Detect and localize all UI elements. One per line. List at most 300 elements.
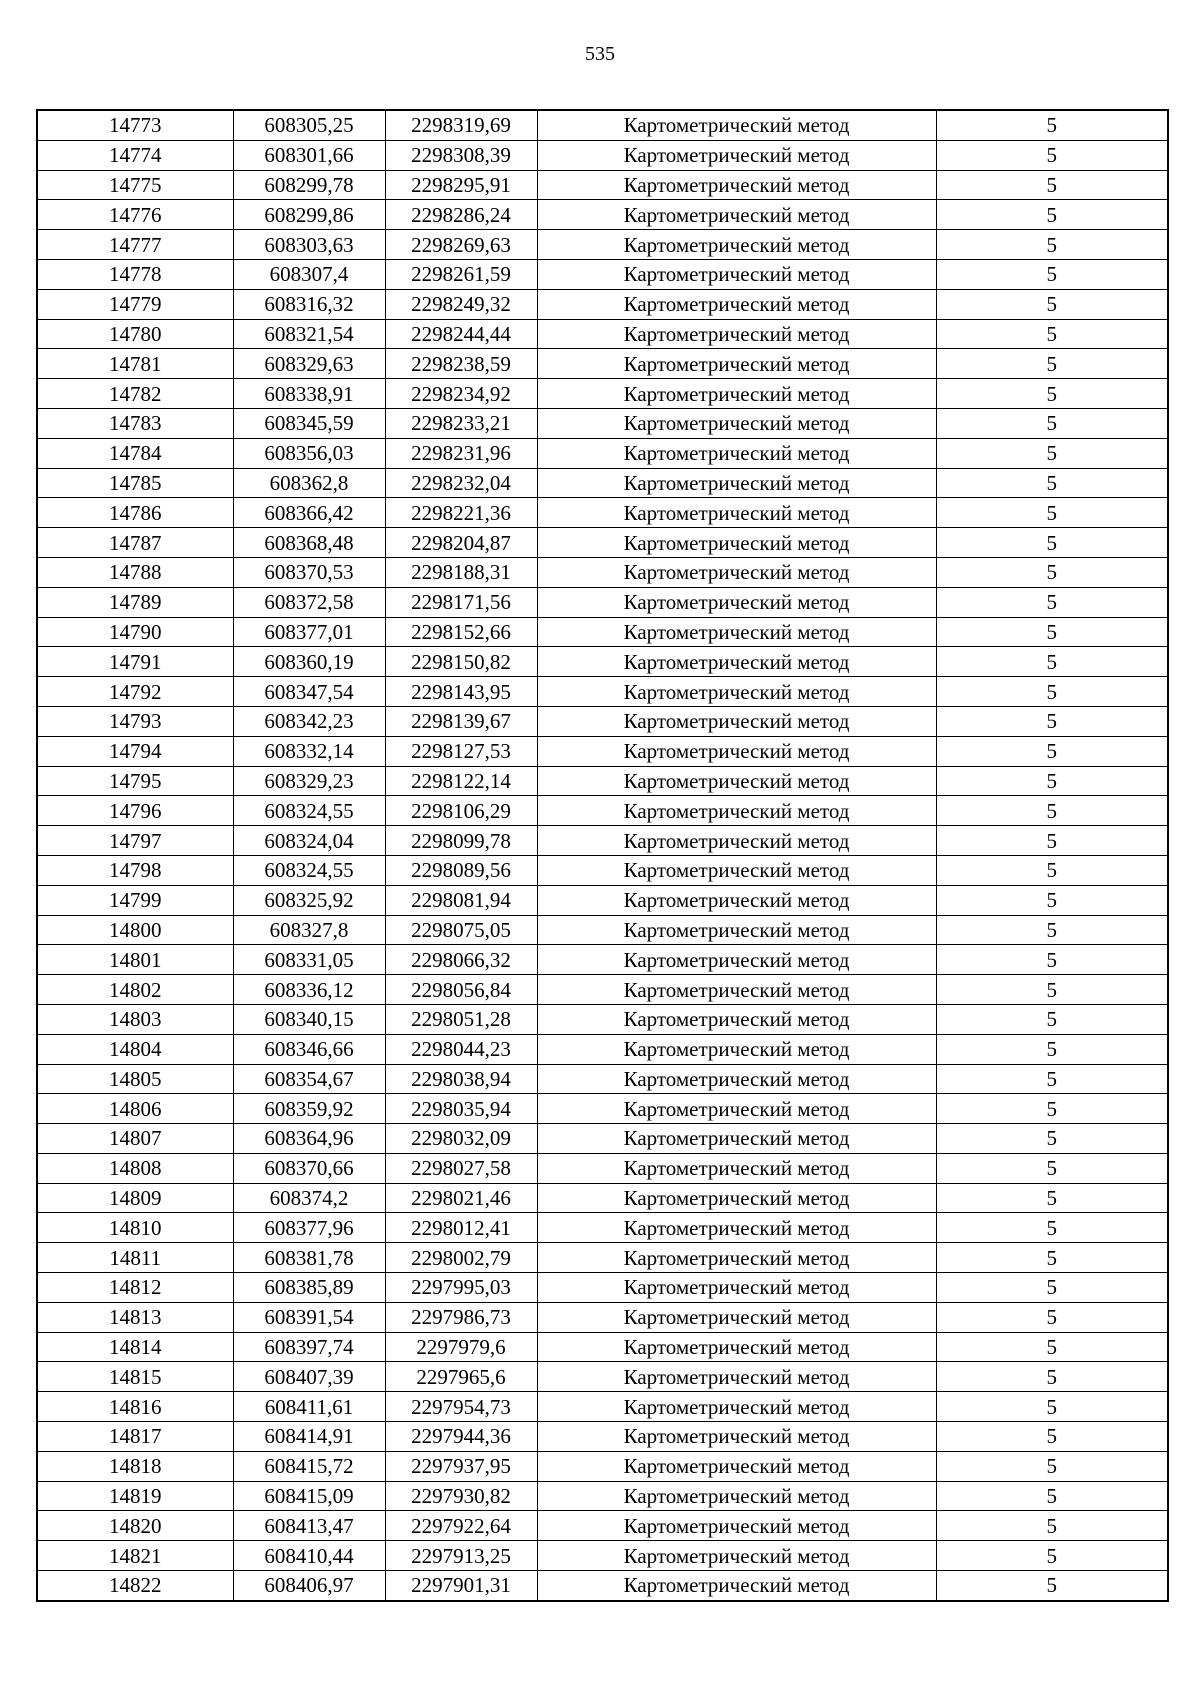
point-number-cell: 14809 bbox=[37, 1183, 233, 1213]
y-coordinate-cell: 2298295,91 bbox=[385, 170, 537, 200]
accuracy-cell: 5 bbox=[936, 408, 1168, 438]
table-row bbox=[37, 1094, 1168, 1124]
point-number-cell: 14778 bbox=[37, 259, 233, 289]
x-coordinate-cell: 608407,39 bbox=[233, 1362, 385, 1392]
method-cell: Картометрический метод bbox=[537, 1183, 936, 1213]
x-coordinate-cell: 608411,61 bbox=[233, 1392, 385, 1422]
x-coordinate-cell: 608347,54 bbox=[233, 677, 385, 707]
accuracy-cell: 5 bbox=[936, 945, 1168, 975]
accuracy-cell: 5 bbox=[936, 766, 1168, 796]
method-cell: Картометрический метод bbox=[537, 975, 936, 1005]
accuracy-cell: 5 bbox=[936, 1213, 1168, 1243]
table-row bbox=[37, 230, 1168, 260]
accuracy-cell: 5 bbox=[936, 200, 1168, 230]
table-row bbox=[37, 766, 1168, 796]
x-coordinate-cell: 608336,12 bbox=[233, 975, 385, 1005]
table-row bbox=[37, 706, 1168, 736]
table-row bbox=[37, 319, 1168, 349]
point-number-cell: 14815 bbox=[37, 1362, 233, 1392]
method-cell: Картометрический метод bbox=[537, 1064, 936, 1094]
accuracy-cell: 5 bbox=[936, 915, 1168, 945]
x-coordinate-cell: 608366,42 bbox=[233, 498, 385, 528]
y-coordinate-cell: 2298269,63 bbox=[385, 230, 537, 260]
point-number-cell: 14798 bbox=[37, 855, 233, 885]
x-coordinate-cell: 608385,89 bbox=[233, 1273, 385, 1303]
accuracy-cell: 5 bbox=[936, 230, 1168, 260]
y-coordinate-cell: 2297965,6 bbox=[385, 1362, 537, 1392]
page-number: 535 bbox=[585, 43, 615, 65]
table-row bbox=[37, 1153, 1168, 1183]
accuracy-cell: 5 bbox=[936, 647, 1168, 677]
accuracy-cell: 5 bbox=[936, 885, 1168, 915]
y-coordinate-cell: 2298027,58 bbox=[385, 1153, 537, 1183]
table-row bbox=[37, 1124, 1168, 1154]
y-coordinate-cell: 2298066,32 bbox=[385, 945, 537, 975]
table-row bbox=[37, 1422, 1168, 1452]
point-number-cell: 14808 bbox=[37, 1153, 233, 1183]
y-coordinate-cell: 2298171,56 bbox=[385, 587, 537, 617]
table-row bbox=[37, 826, 1168, 856]
point-number-cell: 14789 bbox=[37, 587, 233, 617]
y-coordinate-cell: 2298204,87 bbox=[385, 528, 537, 558]
x-coordinate-cell: 608327,8 bbox=[233, 915, 385, 945]
x-coordinate-cell: 608305,25 bbox=[233, 110, 385, 140]
accuracy-cell: 5 bbox=[936, 110, 1168, 140]
y-coordinate-cell: 2298188,31 bbox=[385, 557, 537, 587]
y-coordinate-cell: 2298238,59 bbox=[385, 349, 537, 379]
y-coordinate-cell: 2298044,23 bbox=[385, 1034, 537, 1064]
accuracy-cell: 5 bbox=[936, 1243, 1168, 1273]
x-coordinate-cell: 608324,04 bbox=[233, 826, 385, 856]
point-number-cell: 14791 bbox=[37, 647, 233, 677]
x-coordinate-cell: 608377,96 bbox=[233, 1213, 385, 1243]
point-number-cell: 14804 bbox=[37, 1034, 233, 1064]
method-cell: Картометрический метод bbox=[537, 915, 936, 945]
x-coordinate-cell: 608329,63 bbox=[233, 349, 385, 379]
point-number-cell: 14820 bbox=[37, 1511, 233, 1541]
accuracy-cell: 5 bbox=[936, 1362, 1168, 1392]
method-cell: Картометрический метод bbox=[537, 468, 936, 498]
x-coordinate-cell: 608413,47 bbox=[233, 1511, 385, 1541]
y-coordinate-cell: 2298261,59 bbox=[385, 259, 537, 289]
point-number-cell: 14794 bbox=[37, 736, 233, 766]
point-number-cell: 14788 bbox=[37, 557, 233, 587]
accuracy-cell: 5 bbox=[936, 1541, 1168, 1571]
table-row bbox=[37, 528, 1168, 558]
table-row bbox=[37, 1183, 1168, 1213]
y-coordinate-cell: 2298002,79 bbox=[385, 1243, 537, 1273]
method-cell: Картометрический метод bbox=[537, 408, 936, 438]
accuracy-cell: 5 bbox=[936, 706, 1168, 736]
table-row bbox=[37, 200, 1168, 230]
y-coordinate-cell: 2298089,56 bbox=[385, 855, 537, 885]
y-coordinate-cell: 2297986,73 bbox=[385, 1302, 537, 1332]
y-coordinate-cell: 2297913,25 bbox=[385, 1541, 537, 1571]
y-coordinate-cell: 2297937,95 bbox=[385, 1451, 537, 1481]
y-coordinate-cell: 2298249,32 bbox=[385, 289, 537, 319]
accuracy-cell: 5 bbox=[936, 349, 1168, 379]
point-number-cell: 14784 bbox=[37, 438, 233, 468]
method-cell: Картометрический метод bbox=[537, 140, 936, 170]
accuracy-cell: 5 bbox=[936, 826, 1168, 856]
method-cell: Картометрический метод bbox=[537, 1481, 936, 1511]
point-number-cell: 14810 bbox=[37, 1213, 233, 1243]
point-number-cell: 14779 bbox=[37, 289, 233, 319]
y-coordinate-cell: 2298150,82 bbox=[385, 647, 537, 677]
y-coordinate-cell: 2297954,73 bbox=[385, 1392, 537, 1422]
accuracy-cell: 5 bbox=[936, 140, 1168, 170]
method-cell: Картометрический метод bbox=[537, 230, 936, 260]
x-coordinate-cell: 608342,23 bbox=[233, 706, 385, 736]
method-cell: Картометрический метод bbox=[537, 557, 936, 587]
accuracy-cell: 5 bbox=[936, 1481, 1168, 1511]
method-cell: Картометрический метод bbox=[537, 498, 936, 528]
point-number-cell: 14807 bbox=[37, 1124, 233, 1154]
table-row bbox=[37, 587, 1168, 617]
table-row bbox=[37, 1273, 1168, 1303]
x-coordinate-cell: 608362,8 bbox=[233, 468, 385, 498]
accuracy-cell: 5 bbox=[936, 617, 1168, 647]
x-coordinate-cell: 608316,32 bbox=[233, 289, 385, 319]
x-coordinate-cell: 608360,19 bbox=[233, 647, 385, 677]
y-coordinate-cell: 2298221,36 bbox=[385, 498, 537, 528]
table-row bbox=[37, 647, 1168, 677]
method-cell: Картометрический метод bbox=[537, 1571, 936, 1601]
x-coordinate-cell: 608329,23 bbox=[233, 766, 385, 796]
y-coordinate-cell: 2298232,04 bbox=[385, 468, 537, 498]
coordinates-table bbox=[36, 109, 1169, 1602]
method-cell: Картометрический метод bbox=[537, 1213, 936, 1243]
x-coordinate-cell: 608381,78 bbox=[233, 1243, 385, 1273]
table-row bbox=[37, 617, 1168, 647]
method-cell: Картометрический метод bbox=[537, 855, 936, 885]
table-row bbox=[37, 915, 1168, 945]
accuracy-cell: 5 bbox=[936, 1302, 1168, 1332]
x-coordinate-cell: 608372,58 bbox=[233, 587, 385, 617]
x-coordinate-cell: 608325,92 bbox=[233, 885, 385, 915]
table-body bbox=[37, 110, 1168, 1601]
table-row bbox=[37, 1302, 1168, 1332]
accuracy-cell: 5 bbox=[936, 1064, 1168, 1094]
accuracy-cell: 5 bbox=[936, 1183, 1168, 1213]
method-cell: Картометрический метод bbox=[537, 617, 936, 647]
method-cell: Картометрический метод bbox=[537, 438, 936, 468]
point-number-cell: 14782 bbox=[37, 379, 233, 409]
y-coordinate-cell: 2298233,21 bbox=[385, 408, 537, 438]
point-number-cell: 14796 bbox=[37, 796, 233, 826]
x-coordinate-cell: 608303,63 bbox=[233, 230, 385, 260]
x-coordinate-cell: 608374,2 bbox=[233, 1183, 385, 1213]
point-number-cell: 14783 bbox=[37, 408, 233, 438]
method-cell: Картометрический метод bbox=[537, 1302, 936, 1332]
accuracy-cell: 5 bbox=[936, 498, 1168, 528]
accuracy-cell: 5 bbox=[936, 1511, 1168, 1541]
y-coordinate-cell: 2298122,14 bbox=[385, 766, 537, 796]
point-number-cell: 14773 bbox=[37, 110, 233, 140]
method-cell: Картометрический метод bbox=[537, 945, 936, 975]
method-cell: Картометрический метод bbox=[537, 319, 936, 349]
accuracy-cell: 5 bbox=[936, 587, 1168, 617]
table-row bbox=[37, 557, 1168, 587]
table-row bbox=[37, 498, 1168, 528]
table-row bbox=[37, 975, 1168, 1005]
table-row bbox=[37, 1034, 1168, 1064]
table-row bbox=[37, 1243, 1168, 1273]
x-coordinate-cell: 608307,4 bbox=[233, 259, 385, 289]
y-coordinate-cell: 2298106,29 bbox=[385, 796, 537, 826]
x-coordinate-cell: 608370,66 bbox=[233, 1153, 385, 1183]
table-row bbox=[37, 140, 1168, 170]
accuracy-cell: 5 bbox=[936, 1332, 1168, 1362]
point-number-cell: 14800 bbox=[37, 915, 233, 945]
accuracy-cell: 5 bbox=[936, 1034, 1168, 1064]
point-number-cell: 14780 bbox=[37, 319, 233, 349]
y-coordinate-cell: 2297930,82 bbox=[385, 1481, 537, 1511]
point-number-cell: 14811 bbox=[37, 1243, 233, 1273]
point-number-cell: 14781 bbox=[37, 349, 233, 379]
table-row bbox=[37, 1451, 1168, 1481]
x-coordinate-cell: 608338,91 bbox=[233, 379, 385, 409]
accuracy-cell: 5 bbox=[936, 1124, 1168, 1154]
y-coordinate-cell: 2298286,24 bbox=[385, 200, 537, 230]
y-coordinate-cell: 2298143,95 bbox=[385, 677, 537, 707]
point-number-cell: 14792 bbox=[37, 677, 233, 707]
point-number-cell: 14774 bbox=[37, 140, 233, 170]
accuracy-cell: 5 bbox=[936, 1153, 1168, 1183]
method-cell: Картометрический метод bbox=[537, 677, 936, 707]
y-coordinate-cell: 2298152,66 bbox=[385, 617, 537, 647]
point-number-cell: 14821 bbox=[37, 1541, 233, 1571]
accuracy-cell: 5 bbox=[936, 1094, 1168, 1124]
method-cell: Картометрический метод bbox=[537, 826, 936, 856]
method-cell: Картометрический метод bbox=[537, 587, 936, 617]
point-number-cell: 14785 bbox=[37, 468, 233, 498]
accuracy-cell: 5 bbox=[936, 736, 1168, 766]
point-number-cell: 14817 bbox=[37, 1422, 233, 1452]
y-coordinate-cell: 2298056,84 bbox=[385, 975, 537, 1005]
method-cell: Картометрический метод bbox=[537, 528, 936, 558]
accuracy-cell: 5 bbox=[936, 1422, 1168, 1452]
point-number-cell: 14787 bbox=[37, 528, 233, 558]
accuracy-cell: 5 bbox=[936, 528, 1168, 558]
x-coordinate-cell: 608415,09 bbox=[233, 1481, 385, 1511]
x-coordinate-cell: 608301,66 bbox=[233, 140, 385, 170]
method-cell: Картометрический метод bbox=[537, 379, 936, 409]
method-cell: Картометрический метод bbox=[537, 1124, 936, 1154]
x-coordinate-cell: 608377,01 bbox=[233, 617, 385, 647]
method-cell: Картометрический метод bbox=[537, 1004, 936, 1034]
table-row bbox=[37, 677, 1168, 707]
accuracy-cell: 5 bbox=[936, 379, 1168, 409]
y-coordinate-cell: 2298319,69 bbox=[385, 110, 537, 140]
accuracy-cell: 5 bbox=[936, 796, 1168, 826]
accuracy-cell: 5 bbox=[936, 468, 1168, 498]
method-cell: Картометрический метод bbox=[537, 1511, 936, 1541]
x-coordinate-cell: 608391,54 bbox=[233, 1302, 385, 1332]
x-coordinate-cell: 608354,67 bbox=[233, 1064, 385, 1094]
x-coordinate-cell: 608324,55 bbox=[233, 855, 385, 885]
point-number-cell: 14777 bbox=[37, 230, 233, 260]
point-number-cell: 14795 bbox=[37, 766, 233, 796]
y-coordinate-cell: 2298038,94 bbox=[385, 1064, 537, 1094]
y-coordinate-cell: 2298308,39 bbox=[385, 140, 537, 170]
y-coordinate-cell: 2297922,64 bbox=[385, 1511, 537, 1541]
y-coordinate-cell: 2298012,41 bbox=[385, 1213, 537, 1243]
x-coordinate-cell: 608397,74 bbox=[233, 1332, 385, 1362]
accuracy-cell: 5 bbox=[936, 289, 1168, 319]
table-row bbox=[37, 468, 1168, 498]
y-coordinate-cell: 2298051,28 bbox=[385, 1004, 537, 1034]
accuracy-cell: 5 bbox=[936, 975, 1168, 1005]
method-cell: Картометрический метод bbox=[537, 796, 936, 826]
x-coordinate-cell: 608370,53 bbox=[233, 557, 385, 587]
method-cell: Картометрический метод bbox=[537, 1332, 936, 1362]
method-cell: Картометрический метод bbox=[537, 1273, 936, 1303]
method-cell: Картометрический метод bbox=[537, 1153, 936, 1183]
point-number-cell: 14776 bbox=[37, 200, 233, 230]
accuracy-cell: 5 bbox=[936, 319, 1168, 349]
point-number-cell: 14816 bbox=[37, 1392, 233, 1422]
point-number-cell: 14803 bbox=[37, 1004, 233, 1034]
y-coordinate-cell: 2297979,6 bbox=[385, 1332, 537, 1362]
table-row bbox=[37, 1213, 1168, 1243]
accuracy-cell: 5 bbox=[936, 438, 1168, 468]
table-row bbox=[37, 1571, 1168, 1601]
y-coordinate-cell: 2298244,44 bbox=[385, 319, 537, 349]
method-cell: Картометрический метод bbox=[537, 647, 936, 677]
table-row bbox=[37, 170, 1168, 200]
table-row bbox=[37, 1004, 1168, 1034]
point-number-cell: 14775 bbox=[37, 170, 233, 200]
x-coordinate-cell: 608331,05 bbox=[233, 945, 385, 975]
method-cell: Картометрический метод bbox=[537, 170, 936, 200]
y-coordinate-cell: 2298032,09 bbox=[385, 1124, 537, 1154]
table-row bbox=[37, 796, 1168, 826]
y-coordinate-cell: 2298035,94 bbox=[385, 1094, 537, 1124]
y-coordinate-cell: 2298021,46 bbox=[385, 1183, 537, 1213]
method-cell: Картометрический метод bbox=[537, 1392, 936, 1422]
table-row bbox=[37, 1064, 1168, 1094]
table-row bbox=[37, 259, 1168, 289]
accuracy-cell: 5 bbox=[936, 1571, 1168, 1601]
point-number-cell: 14805 bbox=[37, 1064, 233, 1094]
method-cell: Картометрический метод bbox=[537, 110, 936, 140]
table-row bbox=[37, 438, 1168, 468]
x-coordinate-cell: 608356,03 bbox=[233, 438, 385, 468]
method-cell: Картометрический метод bbox=[537, 259, 936, 289]
point-number-cell: 14818 bbox=[37, 1451, 233, 1481]
table-row bbox=[37, 1362, 1168, 1392]
table-row bbox=[37, 885, 1168, 915]
point-number-cell: 14812 bbox=[37, 1273, 233, 1303]
point-number-cell: 14801 bbox=[37, 945, 233, 975]
method-cell: Картометрический метод bbox=[537, 1034, 936, 1064]
accuracy-cell: 5 bbox=[936, 855, 1168, 885]
accuracy-cell: 5 bbox=[936, 259, 1168, 289]
table-row bbox=[37, 945, 1168, 975]
table-row bbox=[37, 379, 1168, 409]
x-coordinate-cell: 608332,14 bbox=[233, 736, 385, 766]
x-coordinate-cell: 608415,72 bbox=[233, 1451, 385, 1481]
accuracy-cell: 5 bbox=[936, 677, 1168, 707]
y-coordinate-cell: 2298127,53 bbox=[385, 736, 537, 766]
table-row bbox=[37, 855, 1168, 885]
method-cell: Картометрический метод bbox=[537, 349, 936, 379]
table-row bbox=[37, 289, 1168, 319]
method-cell: Картометрический метод bbox=[537, 289, 936, 319]
point-number-cell: 14819 bbox=[37, 1481, 233, 1511]
method-cell: Картометрический метод bbox=[537, 1243, 936, 1273]
point-number-cell: 14793 bbox=[37, 706, 233, 736]
method-cell: Картометрический метод bbox=[537, 736, 936, 766]
y-coordinate-cell: 2298099,78 bbox=[385, 826, 537, 856]
point-number-cell: 14802 bbox=[37, 975, 233, 1005]
method-cell: Картометрический метод bbox=[537, 1541, 936, 1571]
accuracy-cell: 5 bbox=[936, 1392, 1168, 1422]
accuracy-cell: 5 bbox=[936, 1004, 1168, 1034]
x-coordinate-cell: 608345,59 bbox=[233, 408, 385, 438]
y-coordinate-cell: 2298139,67 bbox=[385, 706, 537, 736]
method-cell: Картометрический метод bbox=[537, 1094, 936, 1124]
table-row bbox=[37, 1481, 1168, 1511]
x-coordinate-cell: 608414,91 bbox=[233, 1422, 385, 1452]
y-coordinate-cell: 2298081,94 bbox=[385, 885, 537, 915]
point-number-cell: 14790 bbox=[37, 617, 233, 647]
table-row bbox=[37, 1332, 1168, 1362]
method-cell: Картометрический метод bbox=[537, 1422, 936, 1452]
table-row bbox=[37, 1511, 1168, 1541]
y-coordinate-cell: 2298234,92 bbox=[385, 379, 537, 409]
x-coordinate-cell: 608299,86 bbox=[233, 200, 385, 230]
x-coordinate-cell: 608324,55 bbox=[233, 796, 385, 826]
method-cell: Картометрический метод bbox=[537, 200, 936, 230]
x-coordinate-cell: 608368,48 bbox=[233, 528, 385, 558]
method-cell: Картометрический метод bbox=[537, 885, 936, 915]
x-coordinate-cell: 608359,92 bbox=[233, 1094, 385, 1124]
x-coordinate-cell: 608346,66 bbox=[233, 1034, 385, 1064]
x-coordinate-cell: 608321,54 bbox=[233, 319, 385, 349]
point-number-cell: 14814 bbox=[37, 1332, 233, 1362]
table-row bbox=[37, 349, 1168, 379]
accuracy-cell: 5 bbox=[936, 557, 1168, 587]
y-coordinate-cell: 2297901,31 bbox=[385, 1571, 537, 1601]
accuracy-cell: 5 bbox=[936, 170, 1168, 200]
point-number-cell: 14822 bbox=[37, 1571, 233, 1601]
table-row bbox=[37, 1541, 1168, 1571]
table-row bbox=[37, 408, 1168, 438]
y-coordinate-cell: 2298231,96 bbox=[385, 438, 537, 468]
y-coordinate-cell: 2298075,05 bbox=[385, 915, 537, 945]
point-number-cell: 14806 bbox=[37, 1094, 233, 1124]
method-cell: Картометрический метод bbox=[537, 1451, 936, 1481]
y-coordinate-cell: 2297995,03 bbox=[385, 1273, 537, 1303]
point-number-cell: 14813 bbox=[37, 1302, 233, 1332]
table-row bbox=[37, 110, 1168, 140]
x-coordinate-cell: 608299,78 bbox=[233, 170, 385, 200]
method-cell: Картометрический метод bbox=[537, 706, 936, 736]
y-coordinate-cell: 2297944,36 bbox=[385, 1422, 537, 1452]
x-coordinate-cell: 608410,44 bbox=[233, 1541, 385, 1571]
x-coordinate-cell: 608364,96 bbox=[233, 1124, 385, 1154]
table-row bbox=[37, 736, 1168, 766]
point-number-cell: 14786 bbox=[37, 498, 233, 528]
accuracy-cell: 5 bbox=[936, 1451, 1168, 1481]
method-cell: Картометрический метод bbox=[537, 766, 936, 796]
point-number-cell: 14797 bbox=[37, 826, 233, 856]
table-row bbox=[37, 1392, 1168, 1422]
accuracy-cell: 5 bbox=[936, 1273, 1168, 1303]
point-number-cell: 14799 bbox=[37, 885, 233, 915]
